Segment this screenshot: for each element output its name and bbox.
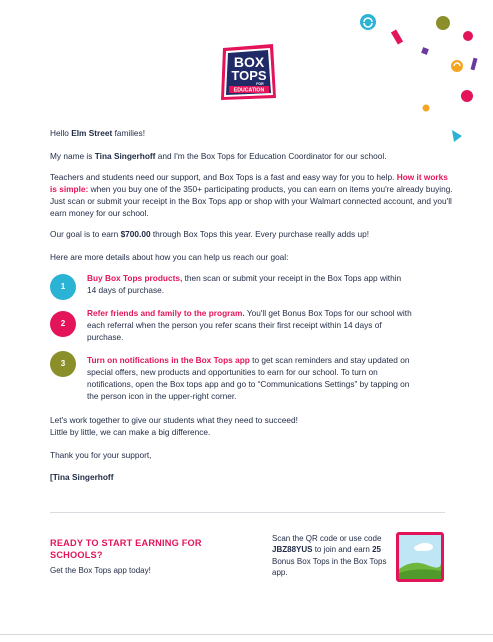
step-number-badge: 3 xyxy=(50,351,76,377)
step-text: Refer friends and family to the program. You'll get Bonus Box Tops for our school with each referral when the person you refer scans their first receipt within 14 days of purchase. xyxy=(87,308,412,343)
step-text: Turn on notifications in the Box Tops app to get scan reminders and stay updated on special offers, new products and opportunities to earn for our school. To turn on notifications, open the Box tops app and go to “Communications Settings” by tapping on the person icon in the upper-right corner. xyxy=(87,355,410,402)
support-paragraph: Teachers and students need our support, and Box Tops is a fast and easy way for you to help. How it works is simple: when you buy one of the 350+ participating products, you can earn on items you're already buying. Just scan or submit your receipt in the Box Tops app or shop with your Walmart connected account, and you'll earn money for our school. xyxy=(50,172,453,219)
step-text: Buy Box Tops products, then scan or submit your receipt in the Box Tops app within 14 days of purchase. xyxy=(87,273,402,296)
signature: [Tina Singerhoff xyxy=(50,472,114,482)
box-tops-logo xyxy=(219,42,279,102)
referral-code: JBZ88YUS xyxy=(272,545,313,555)
logo-line-education: EDUCATION xyxy=(233,87,265,94)
section-divider xyxy=(50,512,445,513)
logo-line-tops: TOPS xyxy=(231,68,267,83)
greeting-hello: Hello xyxy=(50,128,72,138)
step-number-badge: 1 xyxy=(50,274,76,300)
confetti-decoration xyxy=(350,8,480,143)
qr-code-image xyxy=(396,532,444,582)
logo-line-box: BOX xyxy=(233,54,265,70)
greeting xyxy=(50,127,450,139)
page-bottom-rule xyxy=(0,634,493,635)
goal-paragraph: Our goal is to earn $700.00 through Box Tops this year. Every purchase really adds up! xyxy=(50,229,370,239)
landscape-placeholder-icon xyxy=(399,535,441,579)
cta-heading: READY TO START EARNING FOR SCHOOLS? xyxy=(50,538,202,560)
bonus-count: 25 xyxy=(372,545,381,555)
school-name: Elm Street xyxy=(71,128,113,138)
details-intro: Here are more details about how you can help us reach our goal: xyxy=(50,252,289,262)
greeting-families: families! xyxy=(112,128,145,138)
thanks-line: Thank you for your support, xyxy=(50,450,152,460)
how-it-works-label: How it works is simple: xyxy=(50,172,448,195)
goal-amount: $700.00 xyxy=(120,229,151,239)
intro-paragraph: My name is Tina Singerhoff and I'm the Box Tops for Education Coordinator for our school. xyxy=(50,151,387,161)
coordinator-name: Tina Singerhoff xyxy=(94,151,156,161)
logo-line-for: FOR xyxy=(256,82,264,86)
qr-instructions: Scan the QR code or use code JBZ88YUS to join and earn 25 Bonus Box Tops in the Box Tops app. xyxy=(272,534,387,578)
closing-paragraph: Let's work together to give our students what they need to succeed! Little by little, we can make a big difference. xyxy=(50,415,298,438)
step-number-badge: 2 xyxy=(50,311,76,337)
cta-subtext: Get the Box Tops app today! xyxy=(50,566,151,575)
